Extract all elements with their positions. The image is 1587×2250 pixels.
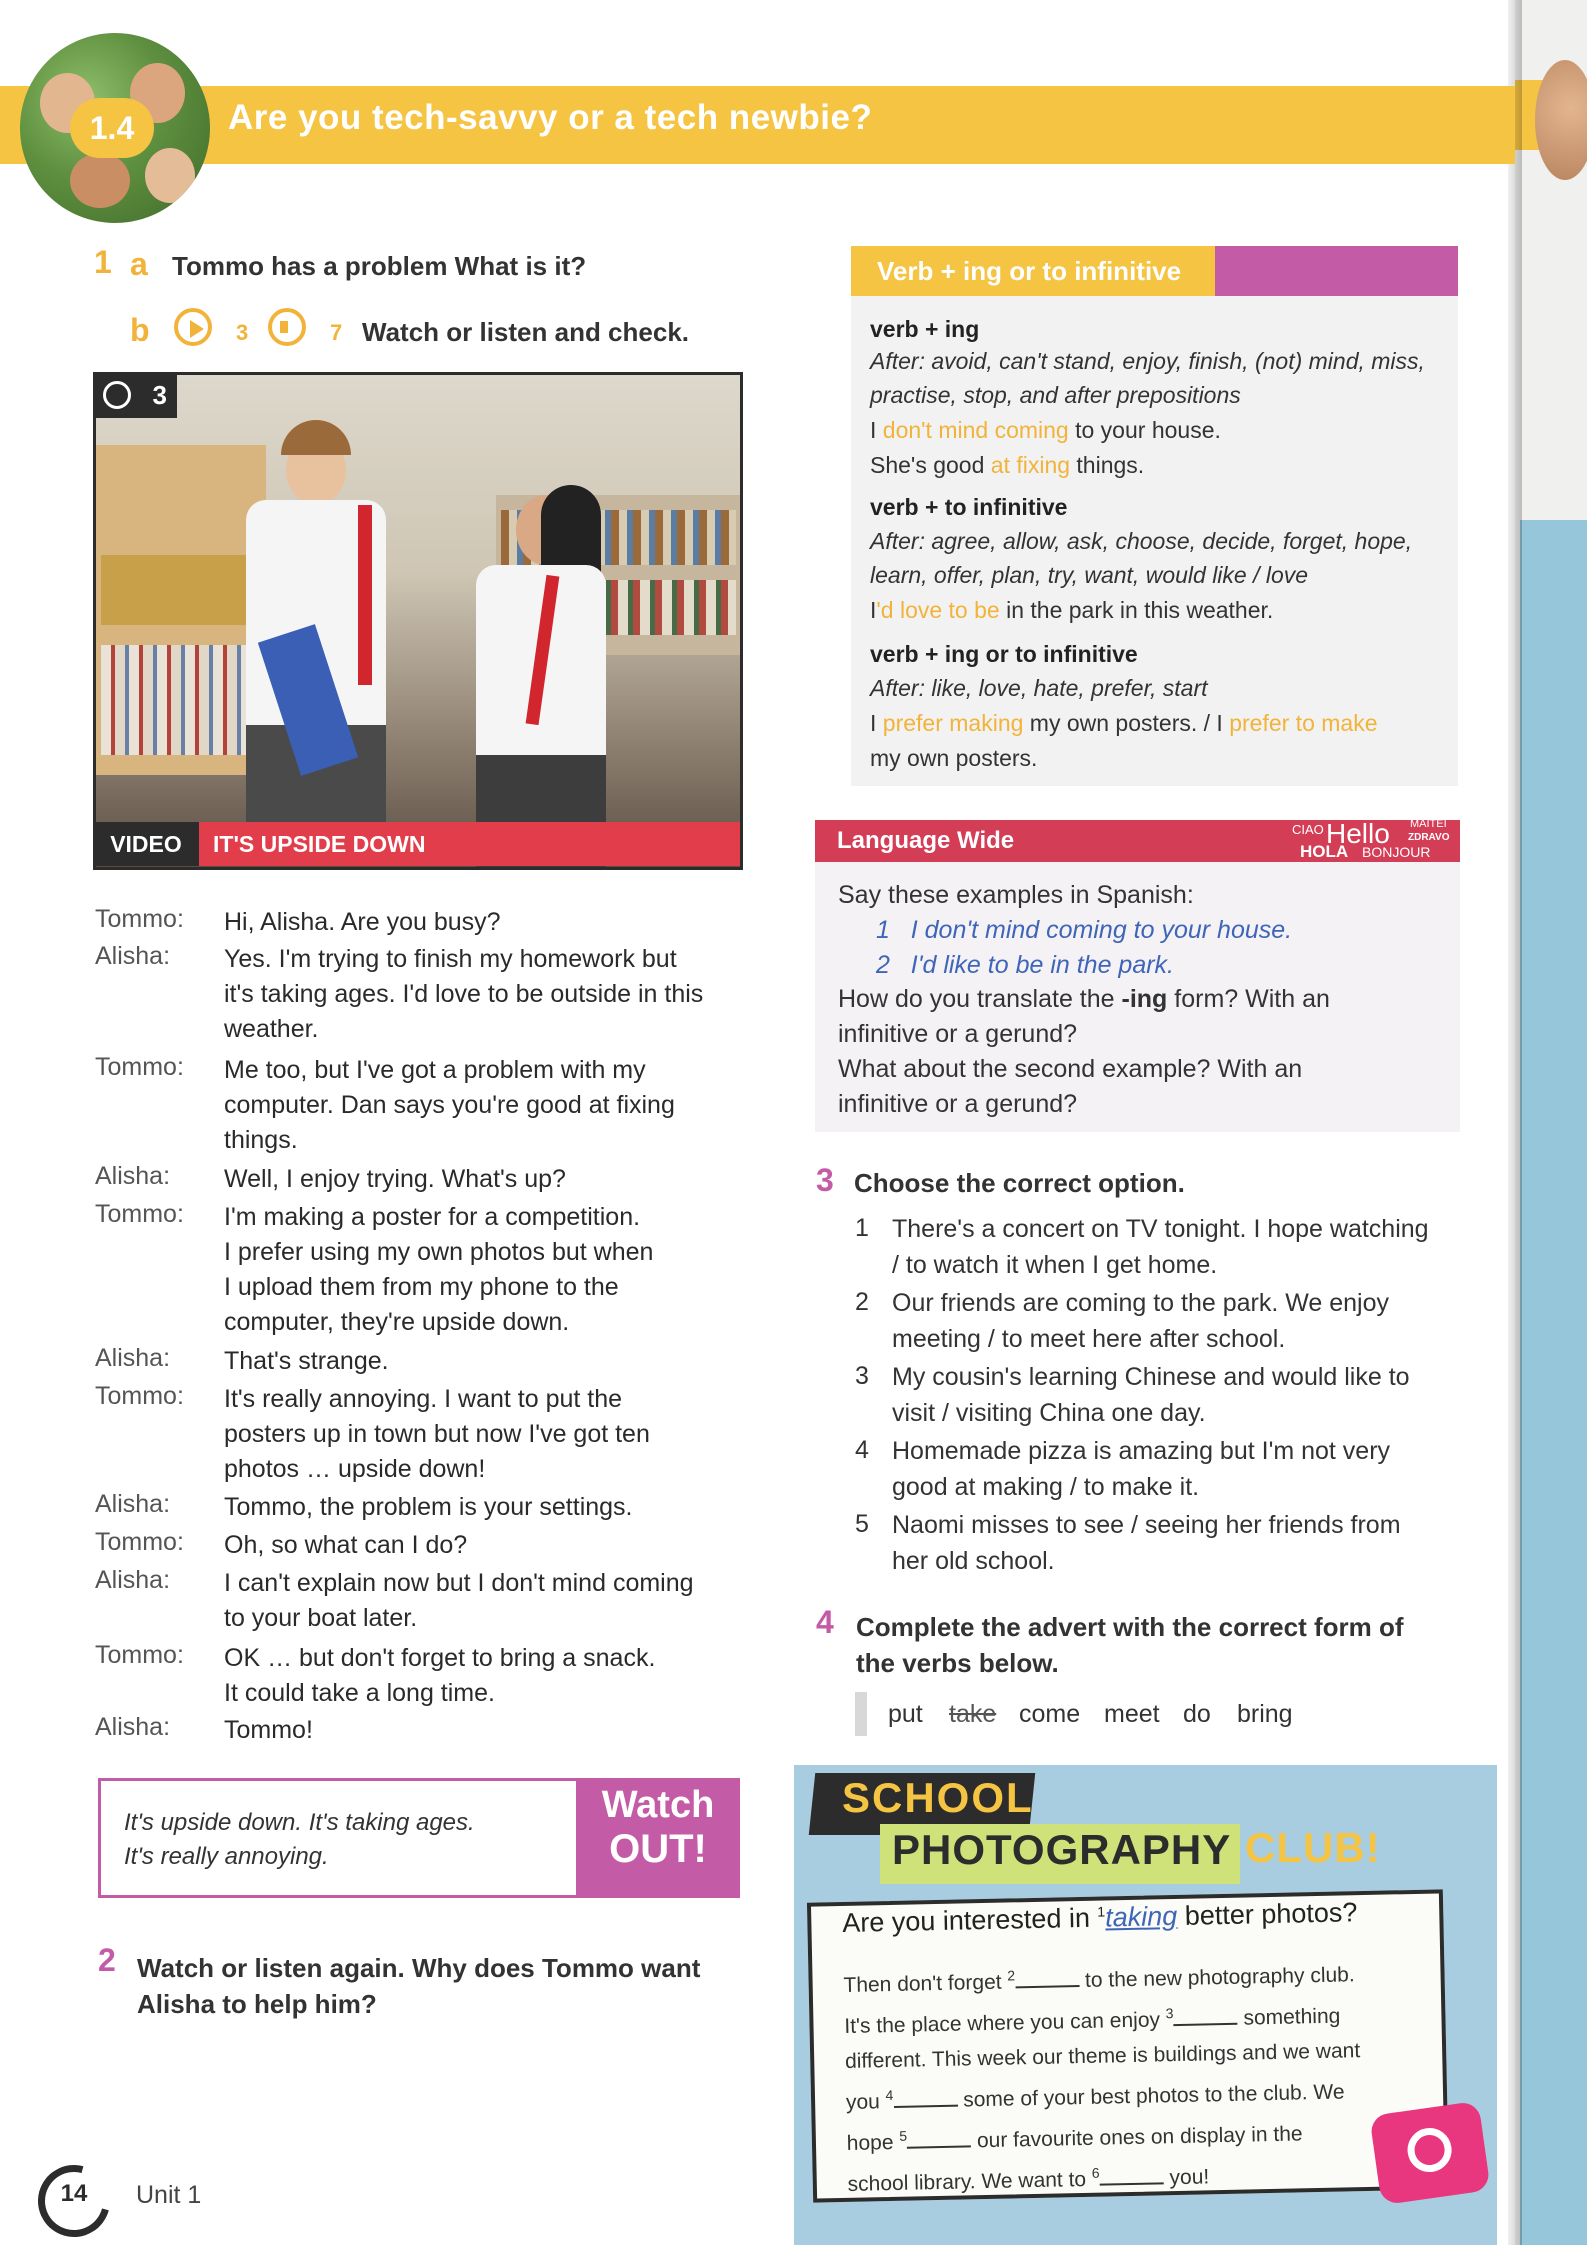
video-still[interactable]: [93, 372, 743, 870]
club-question: Are you interested in $^1$taking better photos?: [842, 1897, 1358, 1938]
exercise-1a-letter: a: [130, 246, 148, 282]
item-number: 4: [855, 1436, 869, 1464]
dialogue-speaker: Tommo:: [95, 905, 184, 933]
dialogue-speaker: Alisha:: [95, 1344, 171, 1372]
word-meet: meet: [1104, 1700, 1160, 1728]
language-wide-question: infinitive or a gerund?: [838, 1020, 1078, 1048]
word-come: come: [1019, 1700, 1081, 1728]
language-wide-question: infinitive or a gerund?: [838, 1090, 1078, 1118]
grammar-example: She's good at fixing things.: [870, 452, 1145, 478]
grammar-section-verb-to-infinitive: verb + to infinitive: [870, 494, 1068, 520]
dialogue-line: Yes. I'm trying to finish my homework but it's taking ages. I'd love to be outside in this weather.: [224, 945, 704, 1043]
dialogue-speaker: Alisha:: [95, 1162, 171, 1190]
exercise-1b-instruction: Watch or listen and check.: [362, 317, 690, 347]
dialogue-speaker: Alisha:: [95, 942, 171, 970]
dialogue-speaker: Alisha:: [95, 1490, 171, 1518]
grammar-verb-list: After: avoid, can't stand, enjoy, finish, (not) mind, miss,: [870, 348, 1425, 374]
language-wide-logo: CIAO Hello MAITEI ZDRAVO HOLA BONJOUR: [1292, 818, 1450, 861]
grammar-verb-list: learn, offer, plan, try, want, would like / love: [870, 562, 1309, 588]
dialogue-line: I'm making a poster for a competition. I prefer using my own photos but when I upload them from my phone to the computer, they're upside down.: [224, 1203, 654, 1336]
dialogue-line: OK … but don't forget to bring a snack. It could take a long time.: [224, 1644, 656, 1707]
dialogue-line: Tommo, the problem is your settings.: [224, 1493, 633, 1521]
club-title-school: SCHOOL: [842, 1774, 1034, 1821]
dialogue-line: I can't explain now but I don't mind coming to your boat later.: [224, 1569, 694, 1632]
item-number: 2: [855, 1288, 869, 1316]
grammar-box-accent: [1215, 246, 1458, 296]
dialogue-line: Well, I enjoy trying. What's up?: [224, 1165, 566, 1193]
video-number-badge: 3: [93, 372, 177, 418]
word-take: take: [949, 1700, 997, 1728]
grammar-example: I'd love to be in the park in this weather.: [870, 597, 1274, 623]
dialogue-line: Me too, but I've got a problem with my computer. Dan says you're good at fixing things.: [224, 1056, 675, 1154]
video-track-number: 3: [236, 320, 249, 345]
grammar-verb-list: practise, stop, and after prepositions: [870, 382, 1241, 408]
grammar-example: I don't mind coming to your house.: [870, 417, 1221, 443]
exercise-2-number: 2: [98, 1942, 116, 1978]
item-number: 5: [855, 1510, 869, 1538]
dialogue-speaker: Tommo:: [95, 1641, 184, 1669]
language-wide-example-1: 1 I don't mind coming to your house.: [876, 916, 1293, 944]
audio-track-number: 7: [330, 320, 343, 345]
item-number: 1: [855, 1214, 869, 1242]
grammar-verb-list: After: agree, allow, ask, choose, decide, forget, hope,: [870, 528, 1413, 554]
exercise-4-instruction: Complete the advert with the correct form of the verbs below.: [856, 1612, 1404, 1678]
dialogue-speaker: Tommo:: [95, 1053, 184, 1081]
language-wide-question: What about the second example? With an: [838, 1055, 1303, 1083]
language-wide-title: Language Wide: [815, 820, 1460, 862]
lesson-number-badge: 1.4: [70, 98, 154, 158]
dialogue-line: That's strange.: [224, 1347, 389, 1375]
watch-out-label-2: OUT!: [609, 1827, 707, 1871]
dialogue-line: Hi, Alisha. Are you busy?: [224, 908, 501, 936]
item-number: 3: [855, 1362, 869, 1390]
word-box-marker: [855, 1692, 867, 1736]
exercise-2-instruction: Watch or listen again. Why does Tommo want Alisha to help him?: [137, 1953, 701, 2019]
exercise-1b-letter: b: [130, 312, 150, 348]
language-wide-intro: Say these examples in Spanish:: [838, 881, 1194, 909]
dialogue-speaker: Tommo:: [95, 1200, 184, 1228]
exercise-1a-instruction: Tommo has a problem What is it?: [172, 251, 587, 281]
dialogue-line: Tommo!: [224, 1716, 313, 1744]
club-title-photography: PHOTOGRAPHY: [892, 1826, 1232, 1873]
grammar-box-title: Verb + ing or to infinitive: [851, 246, 1215, 296]
video-play-icon[interactable]: [174, 308, 212, 346]
gap-5[interactable]: [907, 2145, 971, 2148]
dialogue-line: It's really annoying. I want to put the posters up in town but now I've got ten photos … upside down!: [224, 1385, 650, 1483]
dialogue-speaker: Alisha:: [95, 1713, 171, 1741]
gap-6[interactable]: [1100, 2182, 1164, 2185]
exercise-4-number: 4: [816, 1604, 834, 1640]
grammar-verb-list: After: like, love, hate, prefer, start: [870, 675, 1208, 701]
club-advert-text: Then don't forget $^2$ to the new photography club. It's the place where you can enjoy $^3$ something different. This week our theme is buildings and we want you $^4$ some of your best photos to the club. We hope $^5$ our favourite ones on display in the school library. We want to $^6$ you!: [843, 1963, 1361, 2196]
exercise-3-item[interactable]: Homemade pizza is amazing but I'm not very good at making / to make it.: [892, 1437, 1391, 1501]
gap-3[interactable]: [1174, 2023, 1238, 2026]
unit-label: Unit 1: [136, 2181, 202, 2209]
next-page-blue-edge: [1520, 520, 1587, 2245]
watch-out-label: Watch: [601, 1784, 715, 1826]
watch-out-phrases: It's upside down. It's taking ages. It's really annoying.: [124, 1809, 475, 1870]
dialogue-speaker: Tommo:: [95, 1528, 184, 1556]
video-label: VIDEO: [93, 822, 199, 866]
exercise-3-item[interactable]: Our friends are coming to the park. We enjoy meeting / to meet here after school.: [892, 1289, 1389, 1353]
gap-4[interactable]: [894, 2105, 958, 2108]
language-wide-example-2: 2 I'd like to be in the park.: [876, 951, 1175, 979]
grammar-example: I prefer making my own posters. / I prefer to make: [870, 710, 1378, 736]
word-put: put: [888, 1700, 923, 1728]
page-number: 14: [60, 2180, 88, 2207]
club-title-club: CLUB!: [1245, 1824, 1381, 1871]
exercise-3-item[interactable]: My cousin's learning Chinese and would like to visit / visiting China one day.: [892, 1363, 1410, 1427]
page-gutter-shadow: [1508, 0, 1522, 2245]
grammar-section-verb-ing-or-to: verb + ing or to infinitive: [870, 641, 1138, 667]
exercise-1-number: 1: [94, 244, 112, 280]
gap-2[interactable]: [1015, 1985, 1079, 1988]
dialogue-speaker: Alisha:: [95, 1566, 171, 1594]
audio-speaker-icon[interactable]: [268, 308, 306, 346]
grammar-section-verb-ing: verb + ing: [870, 316, 980, 342]
grammar-example: my own posters.: [870, 745, 1038, 771]
exercise-3-item[interactable]: Naomi misses to see / seeing her friends from her old school.: [892, 1511, 1401, 1575]
video-title: IT'S UPSIDE DOWN: [199, 822, 740, 866]
dialogue-speaker: Tommo:: [95, 1382, 184, 1410]
language-wide-question: How do you translate the -ing form? With an: [838, 985, 1330, 1013]
exercise-3-item[interactable]: There's a concert on TV tonight. I hope watching / to watch it when I get home.: [892, 1215, 1429, 1279]
lesson-title: Are you tech-savvy or a tech newbie?: [228, 98, 873, 137]
dialogue-line: Oh, so what can I do?: [224, 1531, 468, 1559]
word-do: do: [1183, 1700, 1211, 1728]
word-bring: bring: [1237, 1700, 1293, 1728]
camera-icon: [1369, 2101, 1490, 2205]
exercise-3-number: 3: [816, 1162, 834, 1198]
exercise-3-instruction: Choose the correct option.: [854, 1168, 1185, 1198]
next-page-photo-edge: [1535, 60, 1587, 180]
